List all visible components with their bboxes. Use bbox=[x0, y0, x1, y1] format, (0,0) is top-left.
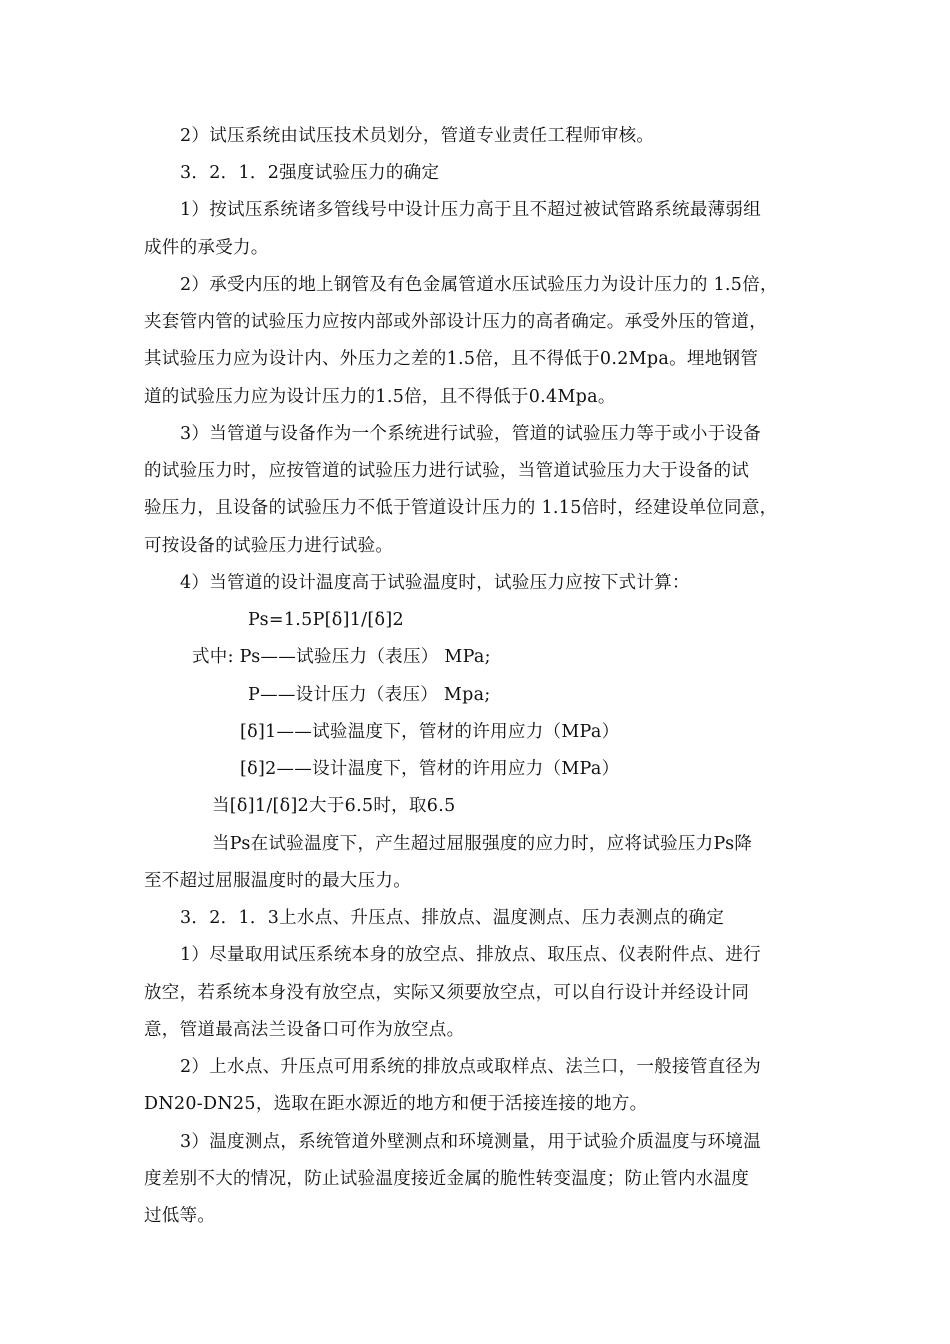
paragraph-line: 2）试压系统由试压技术员划分，管道专业责任工程师审核。 bbox=[180, 126, 655, 146]
paragraph-line: 3）温度测点，系统管道外壁测点和环境测量，用于试验介质温度与环境温 bbox=[180, 1132, 762, 1152]
formula-legend: 式中: Ps——试验压力（表压） MPa; bbox=[192, 647, 491, 667]
paragraph-line: 2）承受内压的地上钢管及有色金属管道水压试验压力为设计压力的 1.5倍， bbox=[180, 275, 778, 295]
paragraph-line: 4）当管道的设计温度高于试验温度时，试验压力应按下式计算： bbox=[180, 573, 690, 593]
paragraph-line: 放空，若系统本身没有放空点，实际又须要放空点，可以自行设计并经设计同 bbox=[144, 983, 750, 1003]
paragraph-line: 1）按试压系统诸多管线号中设计压力高于且不超过被试管路系统最薄弱组 bbox=[180, 200, 762, 220]
paragraph-line: 当[δ]1/[δ]2大于6.5时，取6.5 bbox=[212, 796, 456, 816]
paragraph-line: 验压力，且设备的试验压力不低于管道设计压力的 1.15倍时，经建设单位同意， bbox=[144, 498, 778, 518]
section-heading: 3．2．1．3上水点、升压点、排放点、温度测点、压力表测点的确定 bbox=[180, 908, 725, 928]
paragraph-line: 道的试验压力应为设计压力的1.5倍，且不得低于0.4Mpa。 bbox=[144, 387, 616, 407]
paragraph-line: 1）尽量取用试压系统本身的放空点、排放点、取压点、仪表附件点、进行 bbox=[180, 945, 762, 965]
paragraph-line: 过低等。 bbox=[144, 1206, 216, 1226]
paragraph-line: DN20-DN25，选取在距水源近的地方和便于活接连接的地方。 bbox=[144, 1094, 648, 1114]
formula: Ps=1.5P[δ]1/[δ]2 bbox=[248, 610, 404, 630]
formula-legend: [δ]2——设计温度下，管材的许用应力（MPa） bbox=[240, 759, 620, 779]
paragraph-line: 当Ps在试验温度下，产生超过屈服强度的应力时，应将试验压力Ps降 bbox=[212, 834, 753, 854]
section-heading: 3．2．1．2强度试验压力的确定 bbox=[180, 163, 440, 183]
paragraph-line: 成件的承受力。 bbox=[144, 238, 269, 258]
paragraph-line: 夹套管内管的试验压力应按内部或外部设计压力的高者确定。承受外压的管道， bbox=[144, 312, 767, 332]
paragraph-line: 其试验压力应为设计内、外压力之差的1.5倍，且不得低于0.2Mpa。埋地钢管 bbox=[144, 349, 759, 369]
paragraph-line: 2）上水点、升压点可用系统的排放点或取样点、法兰口，一般接管直径为 bbox=[180, 1057, 762, 1077]
paragraph-line: 意，管道最高法兰设备口可作为放空点。 bbox=[144, 1020, 465, 1040]
paragraph-line: 度差别不大的情况，防止试验温度接近金属的脆性转变温度；防止管内水温度 bbox=[144, 1169, 750, 1189]
formula-legend: [δ]1——试验温度下，管材的许用应力（MPa） bbox=[240, 722, 620, 742]
paragraph-line: 的试验压力时，应按管道的试验压力进行试验，当管道试验压力大于设备的试 bbox=[144, 461, 750, 481]
formula-legend: P——设计压力（表压） Mpa; bbox=[248, 685, 491, 705]
paragraph-line: 至不超过屈服温度时的最大压力。 bbox=[144, 871, 411, 891]
paragraph-line: 可按设备的试验压力进行试验。 bbox=[144, 536, 394, 556]
paragraph-line: 3）当管道与设备作为一个系统进行试验，管道的试验压力等于或小于设备 bbox=[180, 424, 762, 444]
